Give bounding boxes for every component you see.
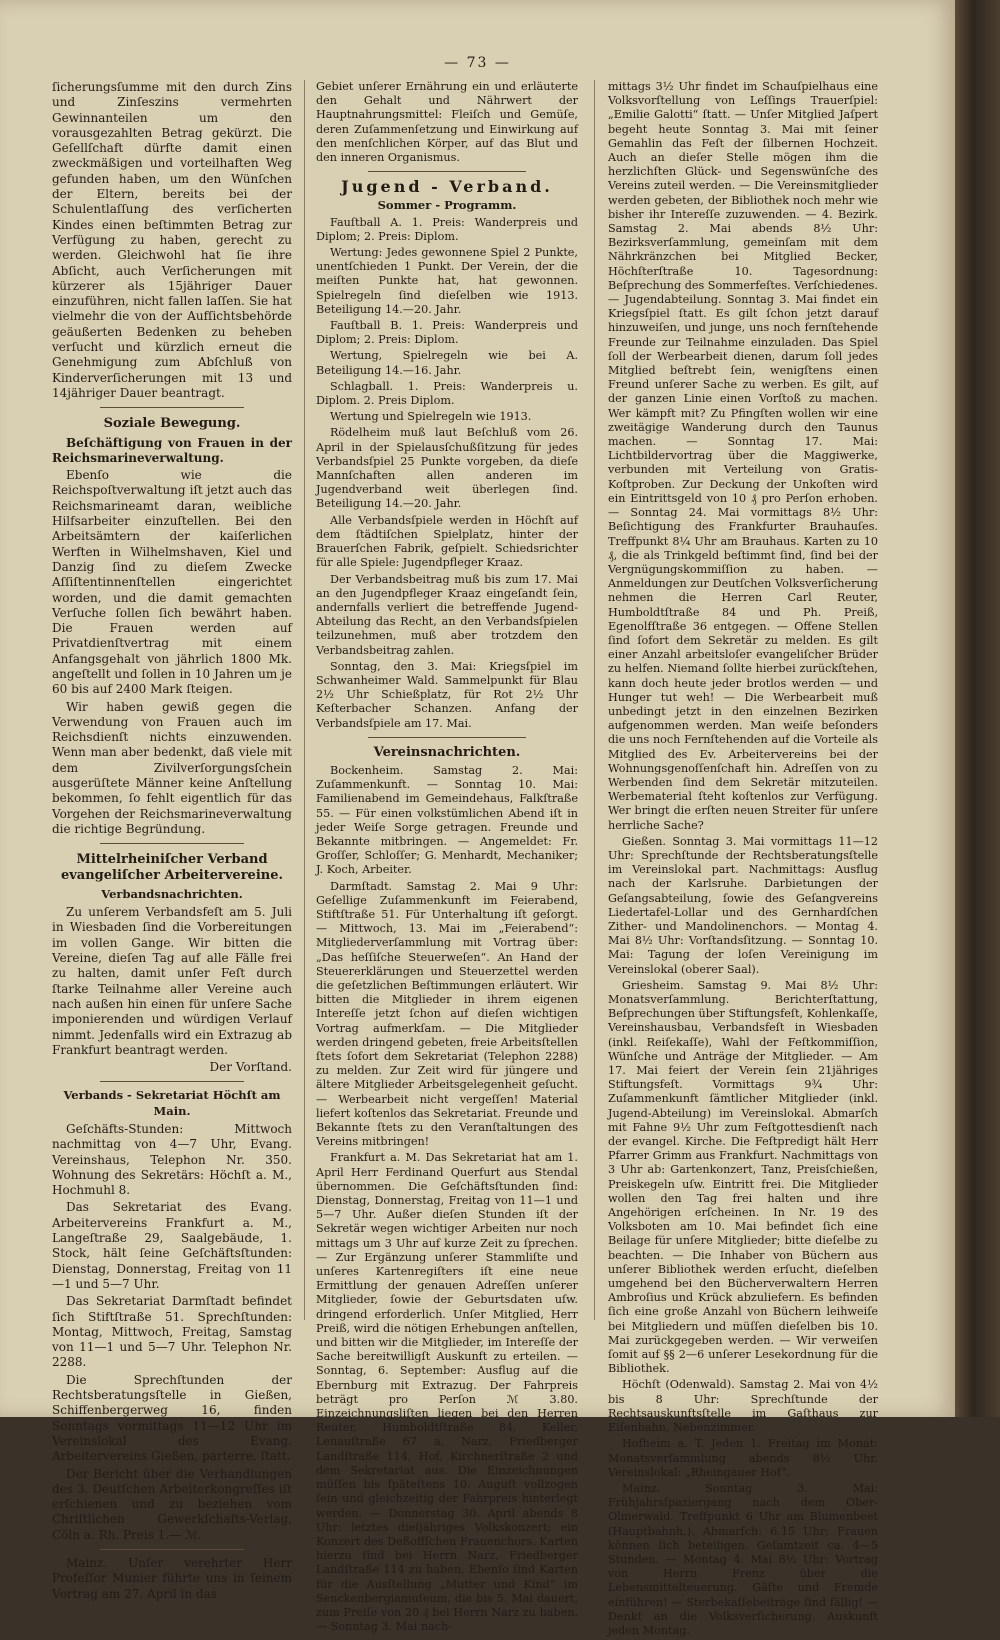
section-heading-vereins: Vereinsnachrichten. xyxy=(373,744,521,760)
jugend-item: Rödelheim muß laut Beſchluß vom 26. April in der Spielausſchußſitzung für jedes Verbandsſpiel 25 Punkte vorgeben, da dieſe Mannſchaften allen anderen im Jugendverband weit überlegen ſind. Beteiligung 14.—20. Jahr. xyxy=(316,426,578,511)
sekretariat-paragraph-1: Geſchäfts-Stunden: Mittwoch nachmittag von 4—7 Uhr, Evang. Vereinshaus, Telephon Nr. 350. Wohnung des Sekretärs: Höchſt a. M., Hochmuhl 8. xyxy=(52,1122,292,1198)
frankfurt-continued: mittags 3½ Uhr findet im Schauſpielhaus eine Volksvorſtellung von Leſſings Trauerſpiel: „Emilie Galotti“ ſtatt. — Unſer Mitglied Jaſpert begeht heute Sonntag 3. Mai mit ſeiner Gemahlin das Feſt der ſilbernen Hochzeit. Auch an dieſer Stelle mögen ihm die herzlichſten Glück- und Segenswünſche des Vereins zuteil werden. — Die Vereinsmitglieder werden gebeten, der Bibliothek noch mehr wie bisher ihr Intereſſe zuzuwenden. — 4. Bezirk. Samstag 2. Mai abends 8½ Uhr: Bezirksverſammlung, gemeinſam mit dem Nährkränzchen bei Mitglied Becker, Höchſterſtraße 10. Tagesordnung: Beſprechung des Sommerfeſtes. Verſchiedenes. — Jugendabteilung. Sonntag 3. Mai findet ein Kriegsſpiel ſtatt. Es gilt ſchon jetzt darauf hinzuweiſen, und junge, uns noch fernſtehende Freunde zur Teilnahme einzuladen. Das Spiel ſoll der Werbearbeit dienen, darum ſoll jedes Mitglied beſtrebt ſein, wenigſtens einen Freund unſerer Sache zu werben. Es gilt, auf der ganzen Linie einen Vorſtoß zu machen. Wer kämpft mit? Zu Pfingſten wollen wir eine zweitägige Wanderung durch den Taunus machen. — Sonntag 17. Mai: Lichtbildervortrag über die Maggiwerke, verbunden mit Verteilung von Gratis-Koſtproben. Zur Deckung der Unkoſten wird ein Eintrittsgeld von 10 ₰ pro Perſon erhoben. — Sonntag 24. Mai vormittags 8½ Uhr: Beſichtigung des Frankfurter Brauhauſes. Treffpunkt 8¼ Uhr am Brauhaus. Karten zu 10 ₰, die als Trinkgeld beſtimmt ſind, ſind bei der Vergnügungskommiſſion zu haben. — Anmeldungen zur Deutſchen Volksverſicherung nehmen die Herren Carl Reuter, Humboldtſtraße 84 und Ph. Preiß, Egenolfſtraße 36 entgegen. — Offene Stellen ſind ſofort dem Sekretär zu melden. Es gilt einer Anzahl arbeitsloſer evangeliſcher Brüder zu helfen. Niemand ſollte hierbei zurückſtehen, kann doch heute jeder brotlos werden — und Hunger tut weh! — Die Werbearbeit muß unbedingt jetzt in den einzelnen Bezirken aufgenommen werden. Man weiſe beſonders die uns noch Fernſtehenden auf die Vorteile als Mitglied des Ev. Arbeitervereins bei der Wohnungsgenoſſenſchaft hin. Adreſſen von zu Werbenden ſind dem Sekretär mitzuteilen. Werbematerial ſteht koſtenlos zur Verfügung. Wer bringt die erſten neuen Streiter für unſere herrliche Sache? xyxy=(608,80,878,832)
section-heading-soziale: Soziale Bewegung. xyxy=(103,416,241,432)
jugend-item: Fauſtball A. 1. Preis: Wanderpreis und Diplom; 2. Preis: Diplom. xyxy=(316,215,578,243)
subheading-sekretariat: Verbands - Sekretariat Höchſt am Main. xyxy=(63,1088,281,1118)
vereins-griesheim: Griesheim. Samstag 9. Mai 8½ Uhr: Monatsverſammlung. Berichterſtattung, Beſprechungen über Stiftungsfeſt, Kohlenkaſſe, Vereinshausbau, Verbandsfeſt in Wiesbaden (inkl. Reiſekaſſe), Wahl der Feſtkommiſſion, Wünſche und Anträge der Mitglieder. — Am 17. Mai feiert der Verein ſein 21jähriges Stiftungsfeſt. Vormittags 9¾ Uhr: Zuſammenkunft ſämtlicher Mitglieder (inkl. Jugend-Abteilung) im Vereinslokal. Abmarſch mit Fahne 9½ Uhr zum Feſtgottesdienſt nach der evangel. Kirche. Die Feſtpredigt hält Herr Pfarrer Grimm aus Frankfurt. Nachmittags von 3 Uhr ab: Gartenkonzert, Tanz, Preisſchießen, Preiskegeln uſw. Eintritt frei. Die Mitglieder wollen den Tag frei halten und ihre Angehörigen erſcheinen. In Nr. 19 des Volksboten am 10. Mai befindet ſich eine Beilage für unſere Mitglieder; bitte dieſelbe zu beachten. — Die Inhaber von Büchern aus unſerer Bibliothek werden erſucht, dieſelben umgehend bei den Bücherverwaltern Herren Ambroſius und Krück abzuliefern. Es befinden ſich eine große Anzahl von Büchern leihweiſe bei Mitgliedern und müſſen dieſelben bis 10. Mai zurückgegeben werden. — Wir verweiſen ſomit auf §§ 2—6 unſerer Lesekordnung für die Bibliothek. xyxy=(608,978,878,1376)
soziale-paragraph-1: Ebenſo wie die Reichspoſtverwaltung iſt jetzt auch das Reichsmarineamt daran, weibliche Hilfsarbeiter einzuſtellen. Bei den Arbeitsämtern der kaiſerlichen Werften in Wilhelmshaven, Kiel und Danzig ſind zu dieſem Zwecke Aſſiſtentinnenſtellen eingerichtet worden, und die damit gemachten Verſuche ſollen ſich bewährt haben. Die Frauen werden auf Privatdienſtvertrag mit einem Anfangsgehalt von jährlich 1800 Mk. angeſtellt und ſollen in 10 Jahren um je 60 bis auf 2400 Mark ſteigen. xyxy=(52,468,292,697)
jugend-item: Sonntag, den 3. Mai: Kriegsſpiel im Schwanheimer Wald. Sammelpunkt für Blau 2½ Uhr Schießplatz, für Rot 2½ Uhr Keſterbacher Schanzen. Anfang der Verbandsſpiele am 17. Mai. xyxy=(316,659,578,730)
vereins-bockenheim: Bockenheim. Samstag 2. Mai: Zuſammenkunft. — Sonntag 10. Mai: Familienabend im Gemeindehaus, Falkſtraße 55. — Für einen volkstümlichen Abend iſt in jeder Weiſe Sorge getragen. Freunde und Bekannte mitbringen. — Angemeldet: Fr. Groſſer, Schloſſer; G. Menhardt, Mechaniker; J. Koch, Arbeiter. xyxy=(316,763,578,877)
nutrition-paragraph: Gebiet unſerer Ernährung ein und erläuterte den Gehalt und Nährwert der Hauptnahrungsmittel: Fleiſch und Gemüſe, deren Zuſammenſetzung und Einwirkung auf den menſchlichen Körper, auf das Blut und den inneren Organismus. xyxy=(316,80,578,165)
column-rule-1 xyxy=(304,80,305,1320)
divider xyxy=(368,171,525,172)
book-edge xyxy=(955,0,1000,1417)
divider xyxy=(368,737,525,738)
jugend-item: Wertung: Jedes gewonnene Spiel 2 Punkte, unentſchieden 1 Punkt. Der Verein, der die meiſten Punkte hat, hat gewonnen. Spielregeln ſind dieſelben wie 1913. Beteiligung 14.—20. Jahr. xyxy=(316,246,578,316)
verband-signature: Der Vorſtand. xyxy=(209,1060,292,1075)
subheading-verbandsnachrichten: Verbandsnachrichten. xyxy=(101,886,243,901)
vereins-hofheim: Hofheim a. T. Jeden 1. Freitag im Monat: Monatsverſammlung abends 8½ Uhr. Vereinslokal: „Rheingauer Hof“. xyxy=(608,1437,878,1479)
soziale-lead: Beſchäftigung von Frauen in der Reichsmarineverwaltung. xyxy=(52,435,292,465)
column-rule-2 xyxy=(594,80,595,1320)
column-3 xyxy=(608,80,878,1640)
divider xyxy=(100,407,244,408)
jugend-item: Wertung, Spielregeln wie bei A. Beteiligung 14.—16. Jahr. xyxy=(316,349,578,377)
column-1 xyxy=(52,80,292,1604)
section-heading-mittelrhein: Mittelrheiniſcher Verband evangeliſcher Arbeitervereine. xyxy=(60,852,284,883)
vereins-mainz: Mainz. Sonntag 3. Mai: Frühjahrsſpaziergang nach dem Ober-Olmerwald. Treffpunkt 6 Uhr am Blumenbeet (Hauptbahnh.). Abmarſch: 6.15 Uhr; Frauen können ſich beteiligen. Geſamtzeit ca. 4—5 Stunden. — Montag 4. Mai 8½ Uhr: Vortrag von Herrn Frenz über die Lebensmittelteuerung. Gäſte und Fremde einführen! — Sterbekaſſebeiträge ſind fällig! — Denkt an die Volksverſicherung. Auskunft jeden Montag. xyxy=(608,1481,878,1637)
jugend-item: Wertung und Spielregeln wie 1913. xyxy=(330,410,532,424)
divider xyxy=(100,1081,244,1082)
mainz-paragraph: Mainz. Unſer verehrter Herr Profeſſor Munier führte uns in ſeinem Vortrag am 27. April in das xyxy=(52,1556,292,1601)
column-2 xyxy=(316,80,578,1636)
section-heading-jugend: Jugend - Verband. xyxy=(341,177,553,197)
vereins-giessen: Gießen. Sonntag 3. Mai vormittags 11—12 Uhr: Sprechſtunde der Rechtsberatungsſtelle im Vereinslokal part. Nachmittags: Ausflug nach der Karlsruhe. Darbietungen der Geſangsabteilung, ſowie des Geſangvereins Liedertafel-Lollar und des Gernhardſchen Zither- und Mandolinenchors. — Montag 4. Mai 8½ Uhr: Vorſtandsſitzung. — Sonntag 10. Mai: Tagung der loſen Vereinigung im Vereinslokal (oberer Saal). xyxy=(608,834,878,976)
vereins-frankfurt: Frankfurt a. M. Das Sekretariat hat am 1. April Herr Ferdinand Querfurt aus Stendal übernommen. Die Geſchäftsſtunden ſind: Dienstag, Donnerstag, Freitag von 11—1 und 5—7 Uhr. Außer dieſen Stunden iſt der Sekretär wegen wichtiger Arbeiten nur noch mittags um 3 Uhr auf kurze Zeit zu ſprechen. — Zur Ergänzung unſerer Stammliſte und unſeres Kartenregiſters iſt eine neue Ermittlung der genauen Adreſſen unſerer Mitglieder, ſowie der Geburtsdaten uſw. dringend erforderlich. Unſer Mitglied, Herr Preiß, wird die nötigen Erhebungen anſtellen, und bitten wir die Mitglieder, im Intereſſe der Sache bereitwilligſt Auskunft zu erteilen. — Sonntag, 6. September: Ausflug auf die Ebernburg mit Extrazug. Der Fahrpreis beträgt pro Perſon ℳ 3.80. Einzeichnungsliſten liegen bei den Herren Reuter, Humboldtſtraße 84, Keller, Lenauſtraße 67 a, Narz, Friedberger Landſtraße 114, Hof, Kirchnerſtraße 2 und dem Sekretariat aus. Die Einzeichnungen müſſen bis ſpäteſtens 10. Auguſt vollzogen ſein und gleichzeitig der Fahrpreis hinterlegt werden. — Donnerstag 30. April abends 8 Uhr: letztes dieſjähriges Volkskonzert; ein Konzert des Deßoffſchen Frauenchors. Karten hierzu ſind bei Herrn Narz, Friedberger Landſtraße 114 zu haben. Ebenſo ſind Karten für die Ausſtellung „Mutter und Kind“ im Senckenbergiamuſeum, die bis 5. Mai dauert, zum Preiſe von 20 ₰ bei Herrn Narz zu haben. — Sonntag 3. Mai nach- xyxy=(316,1151,578,1634)
vereins-darmstadt: Darmſtadt. Samstag 2. Mai 9 Uhr: Geſellige Zuſammenkunft im Feierabend, Stiftſtraße 51. Für Unterhaltung iſt geſorgt. — Mittwoch, 13. Mai im „Feierabend“: Mitgliederverſammlung mit Vortrag über: „Das heſſiſche Steuerweſen“. An Hand der Steuererklärungen und Steuerzettel werden die geſetzlichen Beſtimmungen erläutert. Wir bitten die Mitglieder in ihrem eigenen Intereſſe jetzt ſchon auf dieſen wichtigen Vortrag aufmerkſam. — Die Mitglieder werden dringend gebeten, freie Arbeitsſtellen ſtets ſofort dem Sekretariat (Telephon 2288) zu melden. Zur Zeit wird für jüngere und ältere Mitglieder Arbeitsgelegenheit geſucht. — Werbearbeit nicht vergeſſen! Material liefert koſtenlos das Sekretariat. Freunde und Bekannte ſtets zu den Veranſtaltungen des Vereins mitbringen! xyxy=(316,879,578,1149)
jugend-item: Fauſtball B. 1. Preis: Wanderpreis und Diplom; 2. Preis: Diplom. xyxy=(316,319,578,347)
sekretariat-paragraph-2: Das Sekretariat des Evang. Arbeitervereins Frankfurt a. M., Langeſtraße 29, Saalgebäude, 1. Stock, hält ſeine Geſchäftsſtunden: Dienstag, Donnerstag, Freitag von 11—1 und 5—7 Uhr. xyxy=(52,1200,292,1291)
sekretariat-paragraph-5: Der Bericht über die Verhandlungen des 3. Deutſchen Arbeiterkongreſſes iſt erſchienen und zu beziehen vom Chriſtlichen Gewerkſchafts-Verlag, Cöln a. Rh. Preis 1.— ℳ. xyxy=(52,1466,292,1542)
page-number: — 73 — xyxy=(444,55,511,71)
soziale-paragraph-2: Wir haben gewiß gegen die Verwendung von Frauen auch im Reichsdienſt nichts einzuwenden. Wenn man aber bedenkt, daß viele mit dem Zivilverſorgungsſchein ausgerüſtete Männer keine Anſtellung bekommen, ſo fehlt eigentlich für das Vorgehen der Reichsmarineverwaltung die richtige Begründung. xyxy=(52,699,292,836)
jugend-item: Alle Verbandsſpiele werden in Höchſt auf dem ſtädtiſchen Spielplatz, hinter der Brauerſchen Fabrik, geſpielt. Schiedsrichter für alle Spiele: Jugendpfleger Kraaz. xyxy=(316,513,578,570)
subheading-sommer: Sommer - Programm. xyxy=(377,198,517,213)
verband-paragraph: Zu unſerem Verbandsfeſt am 5. Juli in Wiesbaden ſind die Vorbereitungen im vollen Gange. Wir bitten die Vereine, dieſen Tag auf alle Fälle frei zu halten, damit unſer Feſt durch ſtarke Teilnahme aller Vereine auch nach außen hin einen für unſere Sache imponierenden und würdigen Verlauf nimmt. Jedenfalls wird ein Extrazug ab Frankfurt beantragt werden. xyxy=(52,905,292,1057)
divider xyxy=(100,843,244,844)
jugend-item: Der Verbandsbeitrag muß bis zum 17. Mai an den Jugendpfleger Kraaz eingeſandt ſein, andernfalls verliert die betreffende Jugend-Abteilung das Recht, an den Verbandsſpielen teilzunehmen, muß aber trotzdem den Verbandsbeitrag zahlen. xyxy=(316,572,578,657)
insurance-paragraph: ſicherungsſumme mit den durch Zins und Zinſeszins vermehrten Gewinnanteilen um den vorausgezahlten Betrag gekürzt. Die Geſellſchaft dürfte damit einen zweckmäßigen und vorteilhaften Weg gefunden haben, um den Wünſchen der Eltern, bereits bei der Schulentlaſſung des verſicherten Kindes einen beſtimmten Betrag zur Verfügung zu haben, gerecht zu werden. Gleichwohl hat ſie ihre Abſicht, auch Verſicherungen mit kürzerer als 15jähriger Dauer einzuführen, nicht fallen laſſen. Sie hat vielmehr die von der Aufſichtsbehörde geäußerten Bedenken zu beheben verſucht und kürzlich erneut die Genehmigung zum Abſchluß von Kinderverſicherungen mit 13 und 14jähriger Dauer beantragt. xyxy=(52,80,292,400)
divider xyxy=(100,1549,244,1550)
sekretariat-paragraph-4: Die Sprechſtunden der Rechtsberatungsſtelle in Gießen, Schiffenbergerweg 16, finden Sonntags vormittags 11—12 Uhr im Vereinslokal des Evang. Arbeitervereins Gießen, parterre, ſtatt. xyxy=(52,1372,292,1464)
vereins-hoechst: Höchſt (Odenwald). Samstag 2. Mai von 4½ bis 8 Uhr: Sprechſtunde der Rechtsauskunftsſtelle im Gaſthaus zur Eiſenbahn, Nebenzimmer. xyxy=(608,1378,878,1435)
sekretariat-paragraph-3: Das Sekretariat Darmſtadt befindet ſich Stiftſtraße 51. Sprechſtunden: Montag, Mittwoch, Freitag, Samstag von 11—1 und 5—7 Uhr. Telephon Nr. 2288. xyxy=(52,1294,292,1370)
jugend-item: Schlagball. 1. Preis: Wanderpreis u. Diplom. 2. Preis Diplom. xyxy=(316,379,578,408)
